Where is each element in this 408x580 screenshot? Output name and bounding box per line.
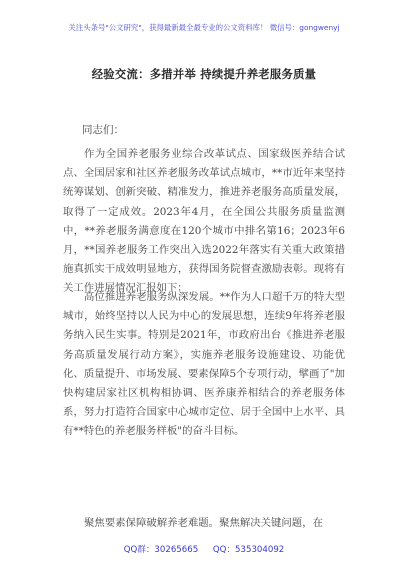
footer-contact <box>0 543 408 555</box>
footer-qq: QQ：535304092 <box>212 545 285 555</box>
header-promo: 关注头条号"公文研究"，获得最新最全最专业的公文资料库！ 微信号：gongwenyj <box>68 23 340 32</box>
paragraph-2: 高位推进养老服务纵深发展。**作为人口超千万的特大型城市，始终坚持以人民为中心的发展思想，连续9年将养老服务纳入民生实事。特别是2021年，市政府出台《推进养老服务高质量发展行动方案》，实施养老服务设施建设、功能优化、质量提升、市场发展、要素保障5个专项行动，擘画了"加快构建居家社区机构相协调、医养康养相结合的养老服务体系，努力打造符合国家中心城市定位、居于全国中上水平、具有**特色的养老服务样板"的奋斗目标。 <box>63 291 345 438</box>
document-title: 经验交流：多措并举 持续提升养老服务质量 <box>91 67 317 81</box>
paragraph-1: 作为全国养老服务业综合改革试点、国家级医养结合试点、全国居家和社区养老服务改革试点城市，**市近年来坚持统筹谋划、创新突破、精准发力，推进养老服务高质量发展，取得了一定成效。2023年4月，在全国公共服务质量监测中，**养老服务满意度在120个城市中排名第16；2023年6月，**国养老服务工作突出入选2022年落实有关重大政策措施真抓实干成效明显地方，获得国务院督查激励表彰。现将有关工作进展情况汇报如下： <box>63 148 345 295</box>
paragraph-3: 聚焦要素保障破解养老难题。聚焦解决关键问题，在 <box>84 517 323 529</box>
footer-qq-group: QQ群：30265665 <box>123 545 199 555</box>
greeting: 同志们： <box>82 124 124 136</box>
